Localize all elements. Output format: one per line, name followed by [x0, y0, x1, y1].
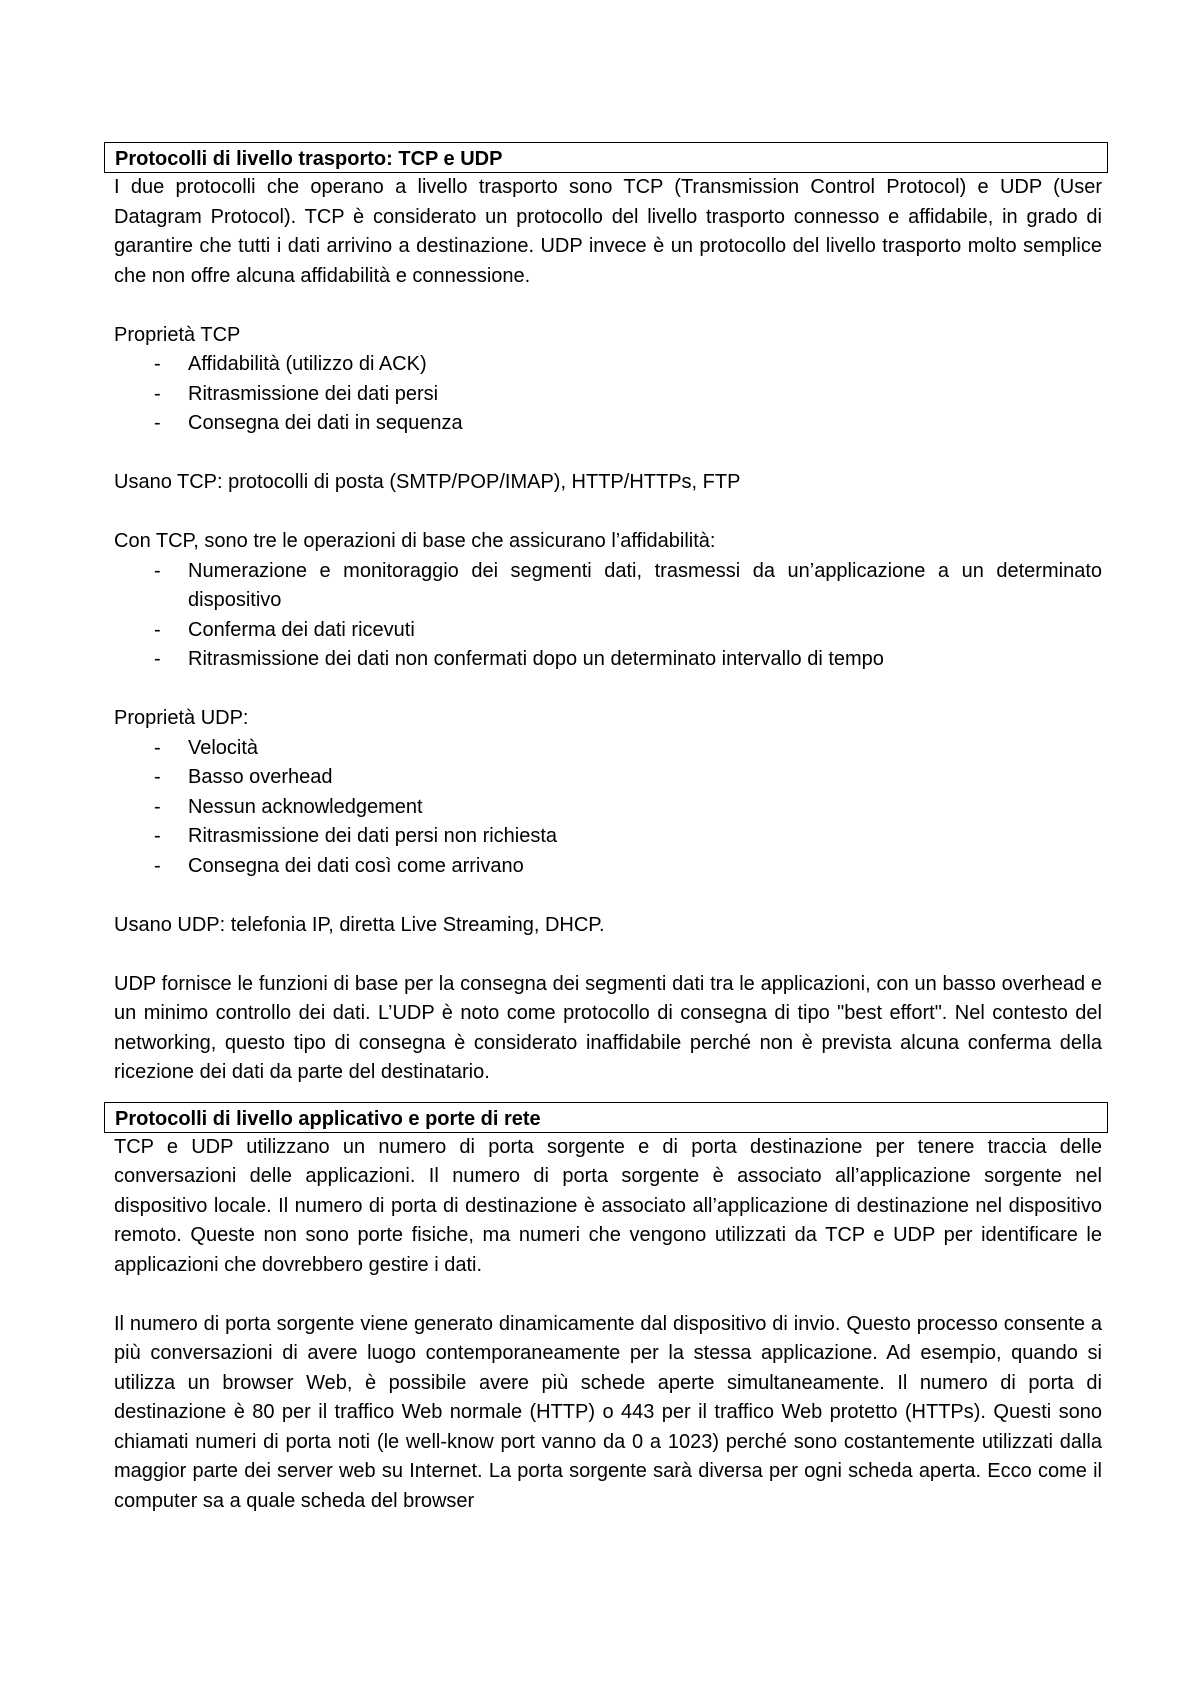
ports-paragraph-1: TCP e UDP utilizzano un numero di porta sorgente e di porta destinazione per tenere traccia delle conversazioni delle applicazioni. Il numero di porta sorgente è associato all’applicazione sorgente nel dispositivo locale. Il numero di porta di destinazione è associato all’applicazione di destinazione nel dispositivo remoto. Queste non sono porte fisiche, ma numeri che vengono utilizzati da TCP e UDP per identificare le applicazioni che dovrebbero gestire i dati. [114, 1135, 1102, 1276]
list-item: - Numerazione e monitoraggio dei segmenti dati, trasmessi da un’applicazione a un determinato dispositivo [114, 557, 1102, 616]
list-item: - Conferma dei dati ricevuti [114, 616, 1102, 646]
udp-description: UDP fornisce le funzioni di base per la consegna dei segmenti dati tra le applicazioni, con un basso overhead e un minimo controllo dei dati. L’UDP è noto come protocollo di consegna di tipo "best effort". Nel contesto del networking, questo tipo di consegna è considerato inaffidabile perché non è prevista alcuna conferma della ricezione dei dati da parte del destinatario. [114, 972, 1102, 1083]
tcp-operations-list [114, 557, 1102, 675]
intro-paragraph: I due protocolli che operano a livello trasporto sono TCP (Transmission Control Protocol) e UDP (User Datagram Protocol). TCP è considerato un protocollo del livello trasporto connesso e affidabile, in grado di garantire che tutti i dati arrivino a destinazione. UDP invece è un protocollo del livello trasporto molto semplice che non offre alcuna affidabilità e connessione. [114, 176, 1102, 287]
list-dash: - [154, 648, 161, 670]
list-dash: - [154, 412, 161, 434]
list-item: - Consegna dei dati in sequenza [114, 409, 1102, 439]
list-item: - Ritrasmissione dei dati persi non richiesta [114, 822, 1102, 852]
list-item: - Nessun acknowledgement [114, 793, 1102, 823]
list-item: - Consegna dei dati così come arrivano [114, 852, 1102, 882]
udp-properties-title: Proprietà UDP: [114, 707, 249, 729]
udp-properties-list [114, 734, 1102, 882]
list-dash: - [154, 618, 161, 641]
list-dash: - [154, 854, 161, 877]
tcp-usage: Usano TCP: protocolli di posta (SMTP/POP/IMAP), HTTP/HTTPs, FTP [114, 471, 741, 493]
list-item: - Ritrasmissione dei dati non confermati dopo un determinato intervallo di tempo [114, 645, 1102, 675]
section-heading-application-ports: Protocolli di livello applicativo e porte di rete [104, 1102, 1108, 1133]
list-item: - Basso overhead [114, 763, 1102, 793]
tcp-properties-title: Proprietà TCP [114, 323, 241, 346]
tcp-operations-title: Con TCP, sono tre le operazioni di base che assicurano l’affidabilità: [114, 530, 716, 552]
list-dash: - [154, 766, 161, 788]
list-dash: - [154, 736, 161, 759]
tcp-properties-list [114, 350, 1102, 439]
document-page [114, 142, 1102, 1516]
list-dash: - [154, 795, 161, 818]
list-item: - Affidabilità (utilizzo di ACK) [114, 350, 1102, 380]
list-item: - Ritrasmissione dei dati persi [114, 380, 1102, 410]
list-item: - Velocità [114, 734, 1102, 764]
list-dash: - [154, 353, 161, 375]
udp-usage: Usano UDP: telefonia IP, diretta Live Streaming, DHCP. [114, 913, 605, 936]
section-heading-transport: Protocolli di livello trasporto: TCP e UDP [104, 142, 1108, 173]
list-dash: - [154, 382, 161, 405]
ports-paragraph-2: Il numero di porta sorgente viene generato dinamicamente dal dispositivo di invio. Questo processo consente a più conversazioni di avere luogo contemporaneamente per la stessa applicazione. Ad esempio, quando si utilizza un browser Web, è possibile avere più schede aperte simultaneamente. Il numero di porta di destinazione è 80 per il traffico Web normale (HTTP) o 443 per il traffico Web protetto (HTTPs). Questi sono chiamati numeri di porta noti (le well-know port vanno da 0 a 1023) perché sono costantemente utilizzati dalla maggior parte dei server web su Internet. La porta sorgente sarà diversa per ogni scheda aperta. Ecco come il computer sa a quale scheda del browser [114, 1312, 1102, 1512]
list-dash: - [154, 559, 161, 582]
list-dash: - [154, 825, 161, 847]
